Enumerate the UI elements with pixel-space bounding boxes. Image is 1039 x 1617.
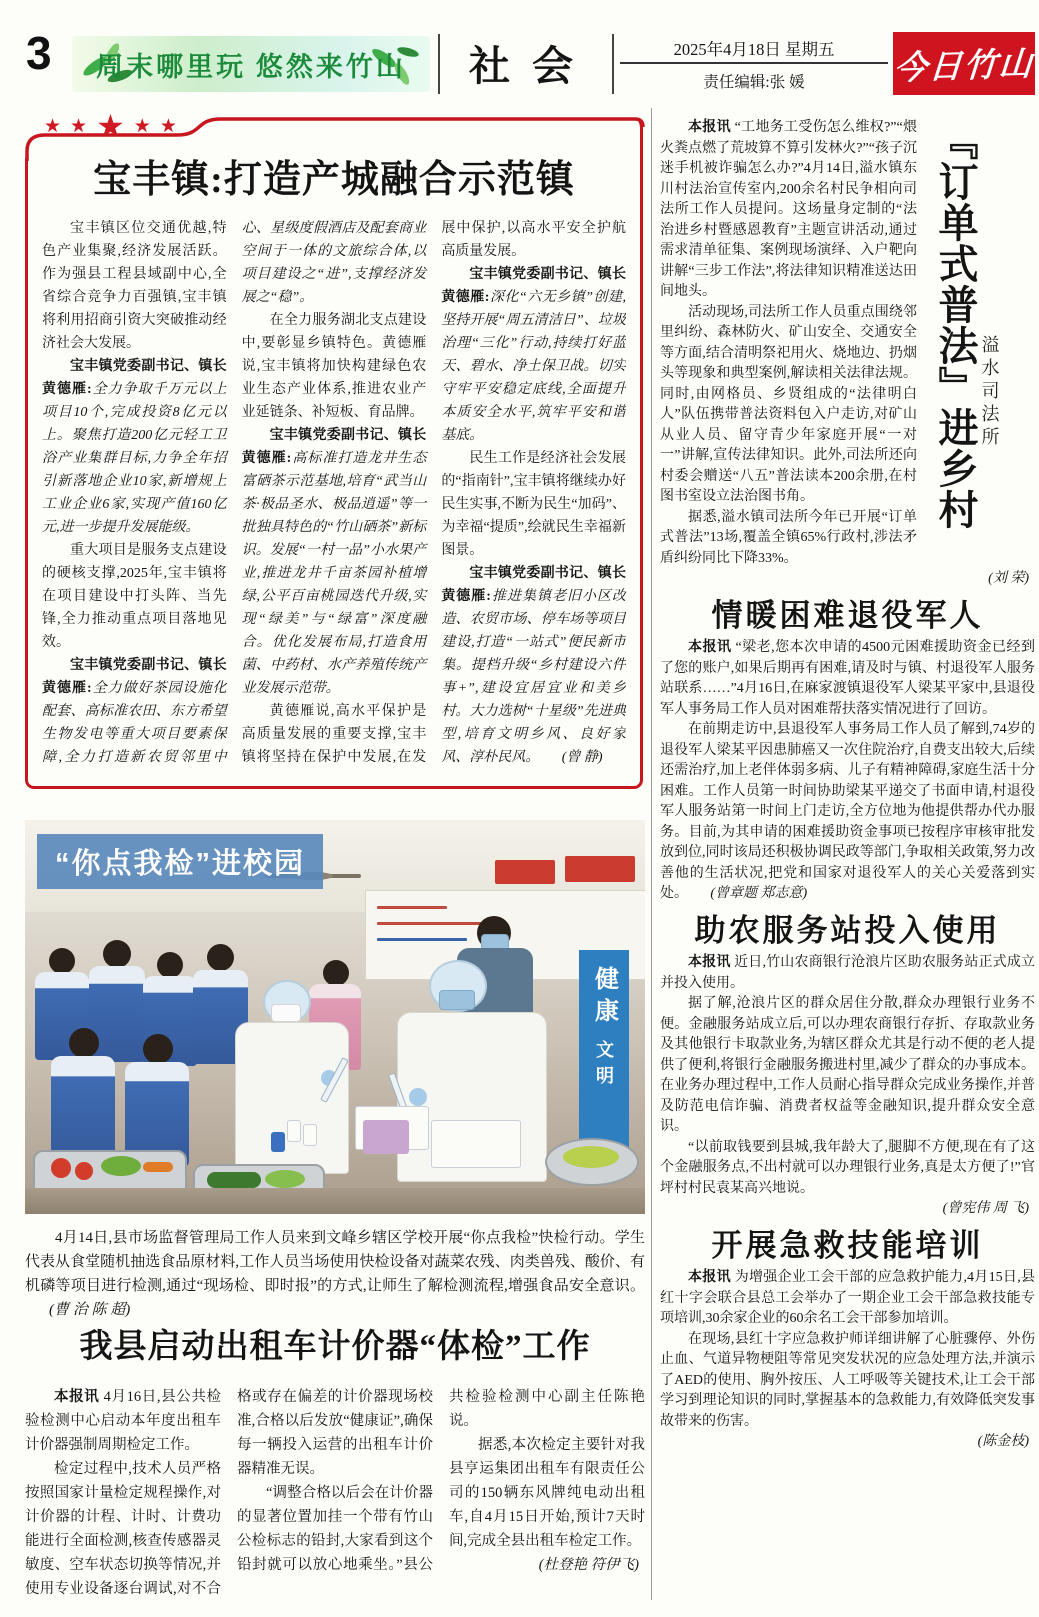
paragraph: 本报讯 为增强企业工会干部的应急救护能力,4月15日,县红十字会联合县总工会举办了一期企业工会干部急救技能专项培训,30余家企业的60余名工会干部参加培训。 [660, 1270, 1036, 1326]
vertical-subtitle: 溢水司法所 [979, 335, 1000, 450]
paragraph: 在前期走访中,县退役军人事务局工作人员了解到,74岁的退役军人梁某平因患肺癌又一次住院治疗,自费支出较大,后续还需治疗,加上老伴体弱多病、儿子有精神障碍,家庭生活十分困难。工作人员第一时间协助梁某平递交了书面申请,村退役军人服务站第一时间上门走访,全方位地为他提供帮办代办服务。目前,为其申请的困难援助资金事项已按程序审核审批发放到位,同时该局还积极协调民政等部门,争取相关政策,努力改善他的生活状况,把党和国家对退役军人的关心关爱落到实处。 (曾章题 郑志意) [660, 722, 1035, 901]
paragraph: 据悉,溢水镇司法所今年已开展“订单式普法”13场,覆盖全镇65%行政村,涉法矛盾纠纷同比下降33%。 [660, 509, 917, 566]
firstaid-article-title: 开展急救技能培训 [711, 1227, 984, 1263]
masthead-text: 今日竹山 [892, 46, 1035, 88]
page-number: 3 [26, 27, 52, 79]
right-column [660, 118, 1035, 1453]
firstaid-article [660, 1227, 1036, 1453]
byline: (曾章题 郑志意) [710, 886, 808, 901]
student [103, 940, 131, 968]
byline: (杜登艳 符伊飞) [538, 1557, 639, 1573]
student [157, 952, 183, 978]
editor-line: 责任编辑:张 媛 [703, 74, 805, 91]
paragraph: 活动现场,司法所工作人员重点围绕邻里纠纷、森林防火、矿山安全、交通安全等方面,结合清明祭祀用火、烧地边、扔烟头等现象和典型案例,解读相关法律法规。同时,由网格员、乡贤组成的“法律明白人”队伍携带普法资料包入户走访,对矿山从业人员、留守青少年家庭开展“一对一”讲解,宣传法律知识。此外,司法所还向村委会赠送“八五”普法读本200余册,在村图书室设立法治图书角。 [660, 304, 917, 504]
paragraph: 民生工作是经济社会发展的“指南针”,宝丰镇将继续办好民生实事,不断为民生“加码”、为幸福“提质”,绘就民生幸福新图景。 [441, 451, 626, 558]
date-line: 2025年4月18日 星期五 [673, 40, 835, 59]
bank-article-title: 助农服务站投入使用 [694, 912, 1001, 948]
student [143, 1034, 173, 1064]
paragraph: 宝丰镇党委副书记、镇长黄德雁:深化“六无乡镇”创建,坚持开展“周五清洁日”、垃圾治理“三化”行动,持续打好蓝天、碧水、净土保卫战。切实守牢平安稳定底线,全面提升本质安全水平,筑牢平安和谐基底。 [441, 267, 626, 443]
sample-bottle [287, 1120, 301, 1142]
promo-banner-text: 周末哪里玩 悠然来竹山 [96, 51, 406, 82]
student [207, 944, 234, 971]
byline: (曾 静) [561, 750, 603, 765]
paragraph: 据悉,本次检定主要针对我县亨运集团出租车有限责任公司的150辆东风牌纯电动出租车,自4月15日开始,预计7天时间,完成全县出租车检定工作。 [449, 1437, 645, 1549]
paragraph: 本报讯 “梁老,您本次申请的4500元困难援助资金已经到了您的账户,如果后期再有困难,请及时与镇、村退役军人服务站联系……”4月16日,在麻家渡镇退役军人梁某平家中,县退役军人事务局工作人员对困难帮扶落实情况进行了回访。 [660, 640, 1036, 717]
paragraph: 宝丰镇党委副书记、镇长黄德雁:全力做好茶园设施化配套、高标准农田、东方希望生物发电等重大项目要素保障,全力打造新农贸邻里中心、星级度假酒店及配套商业空间于一体的文旅综合体,以项目建设之“进”,支撑经济发展之“稳”。 [42, 221, 427, 765]
veteran-article [660, 597, 1036, 905]
news-photo [25, 820, 645, 1214]
masthead [893, 32, 1035, 95]
header-divider [612, 34, 614, 94]
taxi-article [25, 1320, 645, 1617]
veteran-article-title: 情暖困难退役军人 [711, 597, 984, 633]
paragraph: 宝丰镇党委副书记、镇长黄德雁:推进集镇老旧小区改造、农贸市场、停车场等项目建设,打造“一站式”便民新市集。提档升级“乡村建设六件事+”,建设宜居宜业和美乡村。大力选树“十星级”先进典型,培育文明乡风、良好家风、淳朴民风。 (曾 静) [441, 566, 626, 765]
byline: (曹 治 陈 超) [49, 1302, 131, 1318]
paragraph: 本报讯 近日,竹山农商银行沧浪片区助农服务站正式成立并投入使用。 [660, 955, 1036, 991]
feature-article-title: 宝丰镇:打造产城融合示范镇 [93, 159, 575, 201]
photo-caption: 4月14日,县市场监督管理局工作人员来到文峰乡辖区学校开展“你点我检”快检行动。学生代表从食堂随机抽选食品原材料,工作人员当场使用快检设备对蔬菜农残、肉类兽残、酸价、有机磷等项目进行检测,通过“现场检、即时报”的方式,让师生了解检测流程,增强食品安全意识。(曹 治 陈 超) [25, 1230, 645, 1318]
vertical-title: 『订单式普法』进乡村 [933, 120, 978, 530]
taxi-article-title: 我县启动出租车计价器“体检”工作 [79, 1329, 591, 1365]
wall-sign [565, 856, 635, 882]
paragraph: “调整合格以后会在计价器的显著位置加挂一个带有竹山公检标志的铅封,大家看到这个铅封就可以放心地乘坐。”县公共检验检测中心副主任陈艳说。 [237, 1389, 645, 1573]
counter-edge [25, 1188, 645, 1214]
paragraph: 重大项目是服务支点建设的硬核支撑,2025年,宝丰镇将在项目建设中打头阵、当先锋,全力推动重点项目落地见效。 [42, 543, 227, 650]
legal-article-vertical-title [931, 120, 1035, 548]
paragraph: 在现场,县红十字应急救护师详细讲解了心脏骤停、外伤止血、气道异物梗阻等常见突发状况的应急处理方法,并演示了AED的使用、胸外按压、人工呼吸等关键技术,让工会干部学习到理论知识的同时,掌握基本的急救能力,有效降低突发事故带来的伤害。 [660, 1331, 1035, 1429]
sample-bottle [303, 1124, 317, 1146]
section-title: 社会 [469, 43, 595, 89]
student [323, 960, 349, 986]
sample-bottle [271, 1132, 285, 1152]
bank-article [660, 912, 1036, 1220]
paragraph: 宝丰镇区位交通优越,特色产业集聚,经济发展活跃。作为强县工程县域副中心,全省综合竞争力百强镇,宝丰镇将利用招商引资大突破推动经济社会大发展。 [42, 221, 227, 351]
feature-article-body [42, 217, 626, 783]
paragraph: 宝丰镇党委副书记、镇长黄德雁:全力争取千万元以上项目10个,完成投资8亿元以上。聚焦打造200亿元轻工卫浴产业集群目标,力争全年招引新落地企业10家,新增规上工业企业6家,实现产值160亿元,进一步提升发展能级。 [42, 359, 227, 535]
paragraph: 在全力服务湖北支点建设中,要彰显乡镇特色。黄德雁说,宝丰镇将加快构建绿色农业生态产业体系,推进农业产业延链条、补短板、育品牌。 [241, 313, 427, 420]
byline: (刘 荣) [988, 571, 1029, 586]
test-kit [363, 1120, 409, 1154]
taxi-article-body [25, 1385, 645, 1617]
health-banner: 健康 文明 [579, 950, 629, 1160]
paragraph: 黄德雁说,高水平保护是高质量发展的重要支撑,宝丰镇将坚持在保护中发展,在发展中保护,以高水平安全护航高质量发展。 [241, 221, 626, 765]
byline: (曾宪伟 周 飞) [942, 1201, 1029, 1216]
paragraph: 检定过程中,技术人员严格按照国家计量检定规程操作,对计价器的计程、计时、计费功能进行全面检测,核查传感器灵敏度、空车状态切换等情况,并使用专业设备逐台调试,对不合格或存在偏差的计价器现场校准,合格以后发放“健康证”,确保每一辆投入运营的出租车计价器精准无误。 [25, 1389, 433, 1597]
photo-label: “你点我检”进校园 [37, 834, 323, 889]
header-divider [438, 34, 440, 94]
student [69, 1028, 99, 1058]
paragraph: “以前取钱要到县城,我年龄大了,腿脚不方便,现在有了这个金融服务点,不出村就可以办理银行业务,真是太方便了!”官坪村村民袁某高兴地说。 [660, 1139, 1035, 1196]
paragraph: 本报讯 4月16日,县公共检验检测中心启动本年度出租车计价器强制周期检定工作。 [25, 1389, 221, 1453]
test-kit [431, 1120, 521, 1168]
header-rule [620, 62, 888, 64]
legal-article [660, 118, 1035, 590]
student [49, 948, 75, 974]
star-decoration-icon: ★ ★ ★ ★ ★ [44, 108, 177, 144]
promo-banner [72, 36, 430, 92]
paragraph: 据了解,沧浪片区的群众居住分散,群众办理银行业务不便。金融服务站成立后,可以办理农商银行存折、存取款业务及其他银行卡取款业务,为辖区群众尤其是行动不便的老人提供了便利,将银行金融服务搬进村里,减少了群众的办事成本。在业务办理过程中,工作人员耐心指导群众完成业务操作,并普及防范电信诈骗、消费者权益等金融知识,提升群众安全意识。 [660, 996, 1035, 1134]
column-divider [651, 108, 652, 1600]
paragraph: 本报讯 “工地务工受伤怎么维权?”“煨火粪点燃了荒坡算不算引发林火?”“孩子沉迷手机被诈骗怎么办?”4月14日,溢水镇东川村法治宣传室内,200余名村民争相向司法所工作人员提问。这场量身定制的“法治进乡村暨感恩教育”主题宣讲活动,通过需求清单征集、案例现场演绎、入户靶向讲解“三步工作法”,将法律知识精准送达田间地头。 [660, 120, 918, 299]
wall-sign [495, 860, 555, 884]
byline: (陈金枝) [977, 1434, 1029, 1449]
feature-article [25, 108, 643, 789]
paragraph: 宝丰镇党委副书记、镇长黄德雁:高标准打造龙井生态富硒茶示范基地,培育“武当山茶·极品圣水、极品逍遥”等一批独具特色的“竹山硒茶”新标识。发展“一村一品”小水果产业,推进龙井千亩茶园补植增绿,公平百亩桃园迭代升级,实现“绿美”与“绿富”深度融合。优化发展布局,打造食用菌、中药材、水产养殖传统产业发展示范带。 [241, 428, 427, 696]
